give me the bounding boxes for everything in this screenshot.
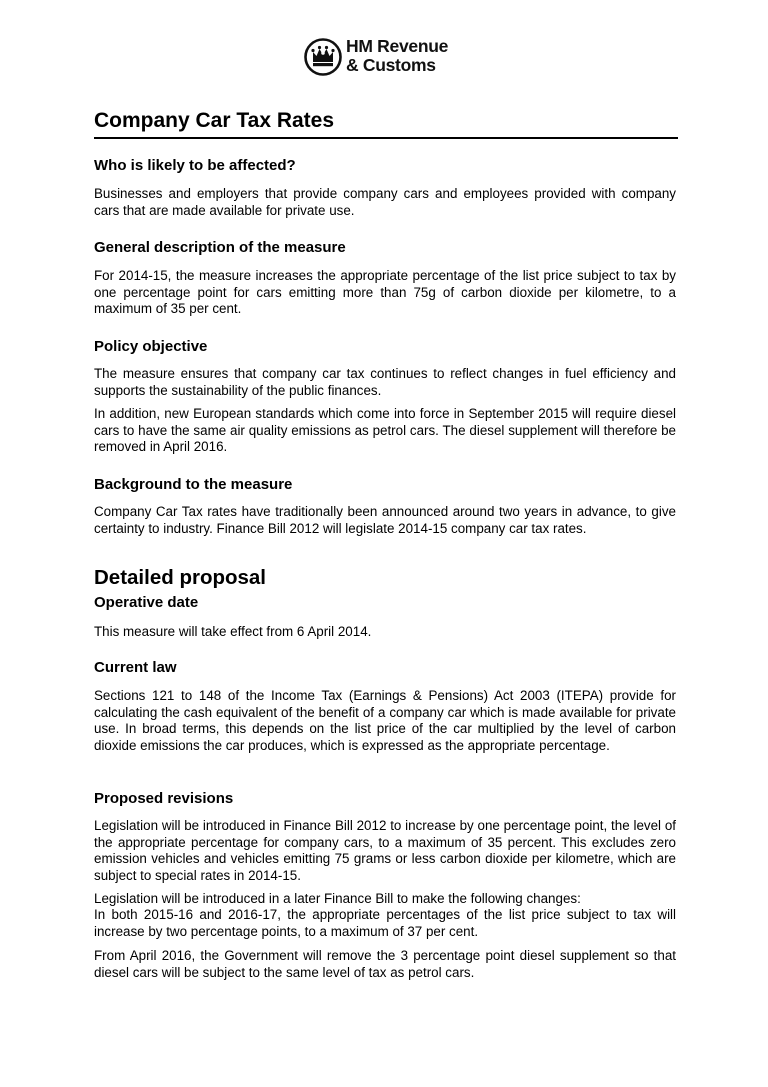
text-policy-objective-1: The measure ensures that company car tax continues to reflect changes in fuel efficiency and supports the sustainability of the public finances.: [94, 366, 676, 398]
text-proposed-revisions-1: Legislation will be introduced in Finance Bill 2012 to increase by one percentage point, the level of the appropriate percentage for company cars, to a maximum of 35 percent. This excludes zero emission vehicles and vehicles emitting 75 grams or less carbon dioxide per kilometre, which are subject to special rates in 2014-15.: [94, 818, 676, 883]
text-proposed-revisions-3: From April 2016, the Government will remove the 3 percentage point diesel supplement so that diesel cars will be subject to the same level of tax as petrol cars.: [94, 948, 676, 980]
heading-background: Background to the measure: [94, 476, 293, 493]
heading-operative-date: Operative date: [94, 594, 199, 611]
text-background: Company Car Tax rates have traditionally been announced around two years in advance, to give certainty to industry. Finance Bill 2012 will legislate 2014-15 company car tax rates.: [94, 504, 676, 536]
text-policy-objective-2: In addition, new European standards which come into force in September 2015 will require diesel cars to have the same air quality emissions as petrol cars. The diesel supplement will therefore be removed in April 2016.: [94, 406, 676, 454]
heading-detailed-proposal: Detailed proposal: [94, 566, 267, 589]
text-operative-date: This measure will take effect from 6 April 2014.: [94, 624, 372, 639]
text-proposed-revisions-2b: In both 2015-16 and 2016-17, the appropriate percentages of the list price subject to tax will increase by two percentage points, to a maximum of 37 per cent.: [94, 907, 676, 939]
crown-crest-icon: [304, 37, 342, 77]
heading-affected: Who is likely to be affected?: [94, 157, 296, 174]
heading-current-law: Current law: [94, 659, 177, 676]
heading-policy-objective: Policy objective: [94, 338, 208, 355]
logo-line-1: HM Revenue: [346, 36, 449, 56]
logo-line-2: & Customs: [346, 55, 436, 75]
text-current-law: Sections 121 to 148 of the Income Tax (Earnings & Pensions) Act 2003 (ITEPA) provide for calculating the cash equivalent of the benefit of a company car which is made available for private use. In broad terms, this depends on the list price of the car multiplied by the level of carbon dioxide emissions the car produces, which is expressed as the appropriate percentage.: [94, 688, 676, 753]
text-proposed-revisions-2a: Legislation will be introduced in a later Finance Bill to make the following changes:: [94, 891, 581, 906]
heading-proposed-revisions: Proposed revisions: [94, 790, 234, 807]
logo-wordmark: [346, 37, 448, 75]
hmrc-logo: [304, 37, 464, 81]
text-affected: Businesses and employers that provide company cars and employees provided with company cars that are made available for private use.: [94, 186, 676, 218]
heading-general-description: General description of the measure: [94, 239, 346, 256]
page-title: Company Car Tax Rates: [94, 108, 678, 139]
text-general-description: For 2014-15, the measure increases the appropriate percentage of the list price subject to tax by one percentage point for cars emitting more than 75g of carbon dioxide per kilometre, to a maximum of 35 per cent.: [94, 268, 676, 316]
